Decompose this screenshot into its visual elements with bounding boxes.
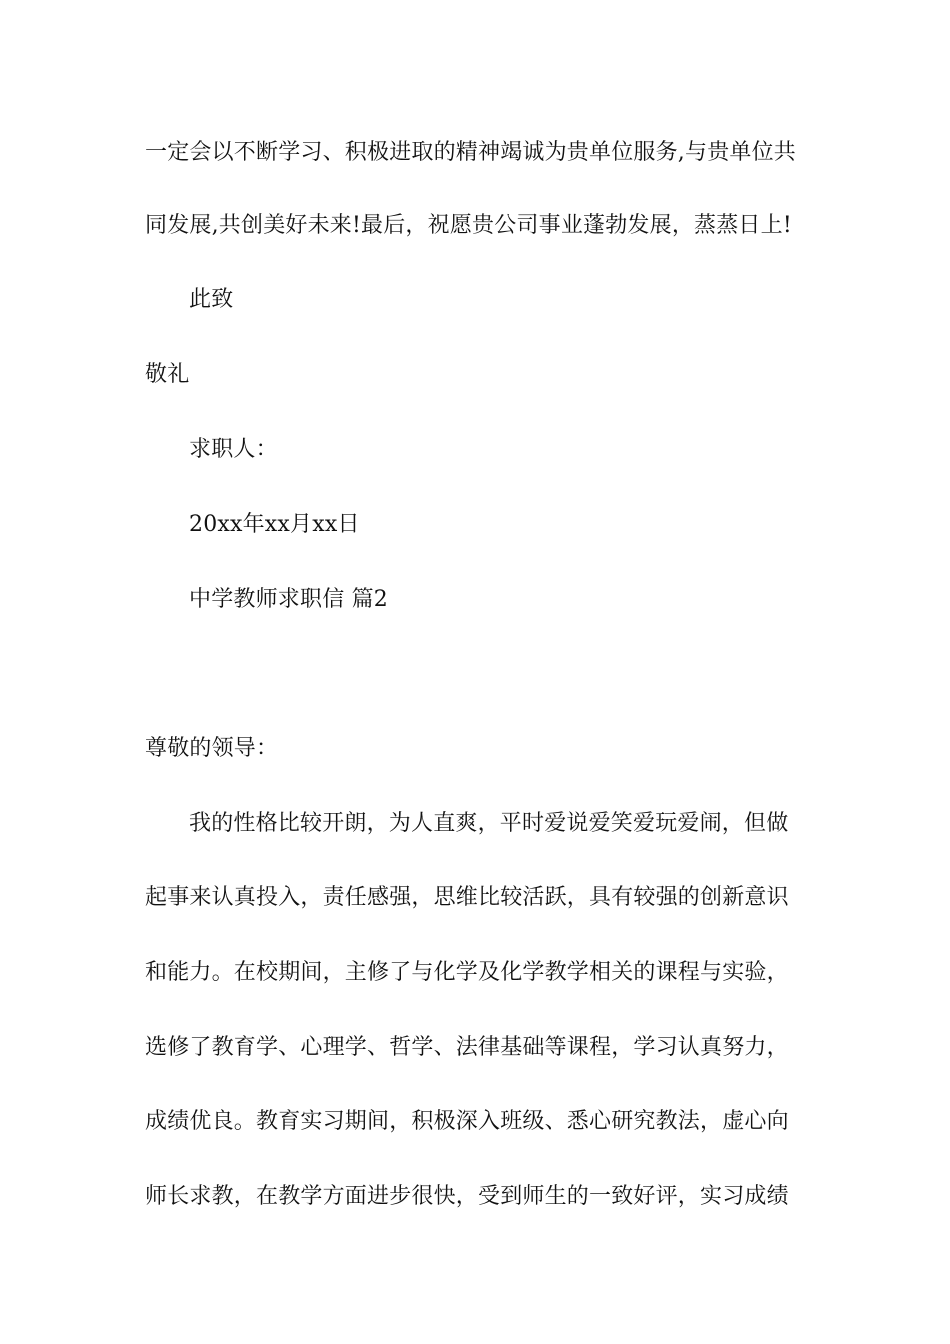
- section-title: 中学教师求职信 篇2: [189, 587, 388, 612]
- paragraph-line: 师长求教，在教学方面进步很快，受到师生的一致好评，实习成绩: [145, 1184, 789, 1209]
- closing-salutation: 此致: [189, 287, 234, 312]
- closing-regards: 敬礼: [145, 362, 190, 387]
- paragraph-line: 选修了教育学、心理学、哲学、法律基础等课程，学习认真努力，: [145, 1035, 789, 1060]
- paragraph-line: 成绩优良。教育实习期间，积极深入班级、悉心研究教法，虚心向: [145, 1109, 789, 1134]
- applicant-signature: 求职人：: [189, 437, 278, 462]
- paragraph-line: 我的性格比较开朗，为人直爽，平时爱说爱笑爱玩爱闹，但做: [189, 811, 789, 836]
- letter-date: 20xx年xx月xx日: [189, 512, 360, 537]
- paragraph-line: 一定会以不断学习、积极进取的精神竭诚为贵单位服务,与贵单位共: [145, 140, 796, 165]
- letter-greeting: 尊敬的领导：: [145, 736, 279, 761]
- paragraph-line: 同发展,共创美好未来!最后，祝愿贵公司事业蓬勃发展，蒸蒸日上!: [145, 213, 792, 238]
- paragraph-line: 起事来认真投入，责任感强，思维比较活跃，具有较强的创新意识: [145, 885, 789, 910]
- paragraph-line: 和能力。在校期间，主修了与化学及化学教学相关的课程与实验，: [145, 960, 789, 985]
